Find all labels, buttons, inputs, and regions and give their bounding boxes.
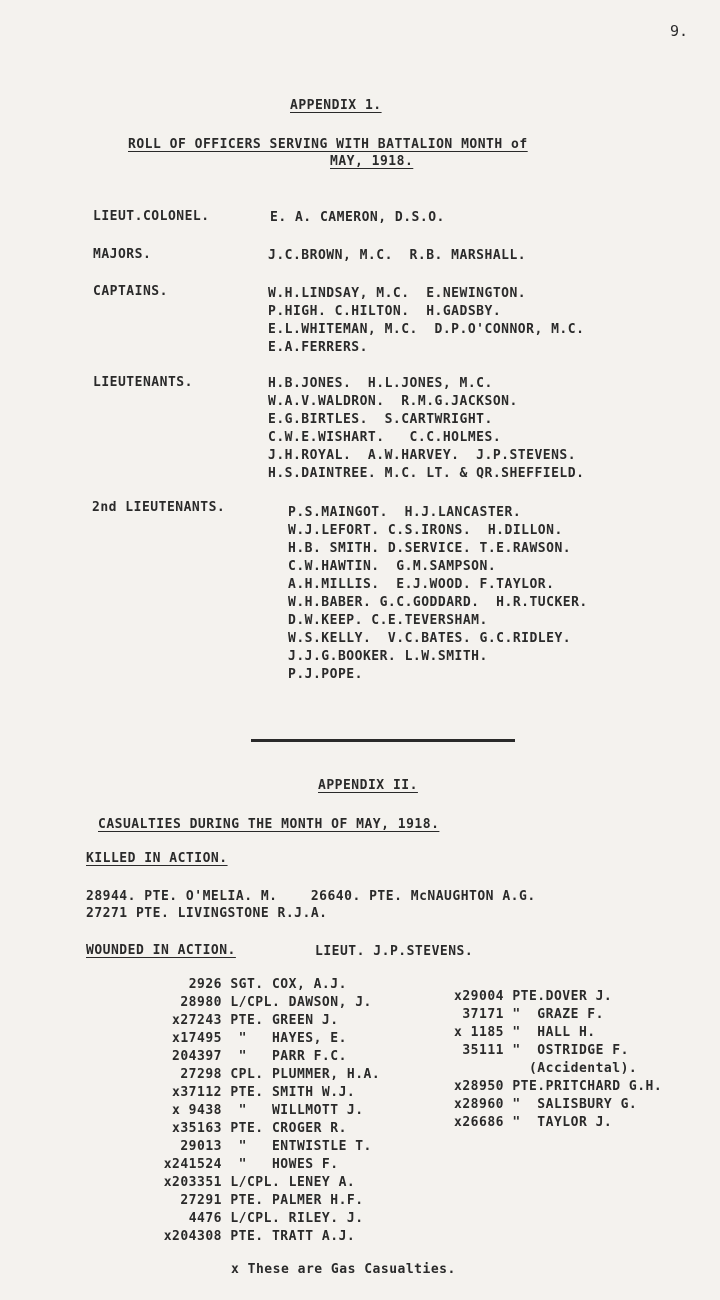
wounded-heading: WOUNDED IN ACTION.: [86, 943, 236, 958]
casualty-row: [140, 1210, 380, 1228]
page-number: 9.: [670, 22, 689, 40]
service-number: x203351: [163, 1175, 222, 1190]
casualty-row: [140, 994, 380, 1012]
casualty-row: [140, 1066, 380, 1084]
service-number: x26686: [454, 1115, 504, 1130]
casualty-entry: PTE.DOVER J.: [504, 989, 613, 1004]
officer-name-line: P.J.POPE.: [288, 667, 363, 682]
casualty-row: [140, 1192, 380, 1210]
casualty-entry: L/CPL. LENEY A.: [222, 1175, 356, 1190]
officer-name-line: E.A.FERRERS.: [268, 340, 368, 355]
casualty-row: [448, 1078, 662, 1096]
casualty-entry: " OSTRIDGE F.: [504, 1043, 629, 1058]
names-2nd-lieutenants: [288, 504, 588, 684]
casualty-entry: PTE. GREEN J.: [222, 1013, 339, 1028]
officer-name-line: C.W.E.WISHART. C.C.HOLMES.: [268, 430, 502, 445]
casualty-entry: " GRAZE F.: [504, 1007, 604, 1022]
casualty-entry: " HAYES, E.: [222, 1031, 347, 1046]
casualty-row: [448, 1060, 662, 1078]
casualty-row: [140, 1012, 380, 1030]
service-number: 27298: [180, 1067, 222, 1082]
officer-name-line: J.C.BROWN, M.C. R.B. MARSHALL.: [268, 248, 527, 263]
officer-name-line: W.H.LINDSAY, M.C. E.NEWINGTON.: [268, 286, 527, 301]
service-number: x 9438: [172, 1103, 222, 1118]
officer-name-line: W.H.BABER. G.C.GODDARD. H.R.TUCKER.: [288, 595, 588, 610]
casualty-row: [448, 988, 662, 1006]
names-lieutenants: [268, 375, 584, 483]
rank-2nd-lieutenants: 2nd LIEUTENANTS.: [92, 500, 226, 515]
service-number: x27243: [172, 1013, 222, 1028]
service-number: 37171: [462, 1007, 504, 1022]
officer-name-line: H.B. SMITH. D.SERVICE. T.E.RAWSON.: [288, 541, 572, 556]
killed-heading: KILLED IN ACTION.: [86, 851, 228, 866]
casualty-entry: " SALISBURY G.: [504, 1097, 638, 1112]
gas-casualties-footnote: x These are Gas Casualties.: [231, 1262, 456, 1277]
casualty-row: [448, 1024, 662, 1042]
casualty-entry: PTE. PALMER H.F.: [222, 1193, 364, 1208]
casualty-row: [140, 1174, 380, 1192]
service-number: x204308: [163, 1229, 222, 1244]
rank-majors: MAJORS.: [93, 247, 152, 262]
service-number: 27291: [180, 1193, 222, 1208]
casualty-entry: " ENTWISTLE T.: [222, 1139, 372, 1154]
casualty-row: [140, 1156, 380, 1174]
casualty-entry: SGT. COX, A.J.: [222, 977, 347, 992]
officer-name-line: D.W.KEEP. C.E.TEVERSHAM.: [288, 613, 488, 628]
casualty-row: [448, 1114, 662, 1132]
officer-name-line: J.J.G.BOOKER. L.W.SMITH.: [288, 649, 488, 664]
casualties-title: CASUALTIES DURING THE MONTH OF MAY, 1918.: [98, 817, 440, 832]
casualty-entry: PTE. SMITH W.J.: [222, 1085, 356, 1100]
officers-title-line2: MAY, 1918.: [330, 154, 414, 169]
service-number: x17495: [172, 1031, 222, 1046]
appendix-2-heading: APPENDIX II.: [318, 778, 418, 793]
wounded-officer: LIEUT. J.P.STEVENS.: [315, 944, 474, 959]
killed-line-2: 27271 PTE. LIVINGSTONE R.J.A.: [86, 906, 328, 921]
casualty-entry: " TAYLOR J.: [504, 1115, 613, 1130]
casualty-row: [448, 1006, 662, 1024]
officer-name-line: H.S.DAINTREE. M.C. LT. & QR.SHEFFIELD.: [268, 466, 585, 481]
officer-name-line: J.H.ROYAL. A.W.HARVEY. J.P.STEVENS.: [268, 448, 577, 463]
service-number: x29004: [454, 989, 504, 1004]
killed-line-1: 28944. PTE. O'MELIA. M. 26640. PTE. McNAUGHTON A.G.: [86, 889, 536, 904]
rank-captains: CAPTAINS.: [93, 284, 168, 299]
officer-name-line: C.W.HAWTIN. G.M.SAMPSON.: [288, 559, 497, 574]
wounded-list-left: [140, 976, 380, 1246]
officer-name-line: A.H.MILLIS. E.J.WOOD. F.TAYLOR.: [288, 577, 555, 592]
casualty-row: [140, 1030, 380, 1048]
officer-name-line: W.A.V.WALDRON. R.M.G.JACKSON.: [268, 394, 518, 409]
casualty-row: [140, 976, 380, 994]
casualty-entry: " HOWES F.: [222, 1157, 339, 1172]
casualty-entry: " WILLMOTT J.: [222, 1103, 364, 1118]
officer-name-line: P.S.MAINGOT. H.J.LANCASTER.: [288, 505, 522, 520]
casualty-entry: PTE.PRITCHARD G.H.: [504, 1079, 663, 1094]
appendix-1-heading: APPENDIX 1.: [290, 98, 382, 113]
names-captains: [268, 285, 584, 357]
service-number: x35163: [172, 1121, 222, 1136]
officer-name-line: W.S.KELLY. V.C.BATES. G.C.RIDLEY.: [288, 631, 572, 646]
casualty-row: [448, 1042, 662, 1060]
officers-title-line1: ROLL OF OFFICERS SERVING WITH BATTALION MONTH of: [128, 137, 528, 152]
service-number: 2926: [188, 977, 222, 992]
section-divider: [251, 739, 515, 742]
casualty-entry: CPL. PLUMMER, H.A.: [222, 1067, 381, 1082]
casualty-entry: PTE. TRATT A.J.: [222, 1229, 356, 1244]
service-number: x28960: [454, 1097, 504, 1112]
service-number: 28980: [180, 995, 222, 1010]
casualty-row: [140, 1048, 380, 1066]
casualty-row: [140, 1102, 380, 1120]
service-number: 35111: [462, 1043, 504, 1058]
service-number: x 1185: [454, 1025, 504, 1040]
casualty-entry: PTE. CROGER R.: [222, 1121, 347, 1136]
service-number: 4476: [188, 1211, 222, 1226]
officer-name-line: W.J.LEFORT. C.S.IRONS. H.DILLON.: [288, 523, 563, 538]
wounded-list-right: [448, 988, 662, 1132]
casualty-entry: L/CPL. RILEY. J.: [222, 1211, 364, 1226]
service-number: 204397: [172, 1049, 222, 1064]
officer-name-line: E. A. CAMERON, D.S.O.: [270, 210, 445, 225]
casualty-row: [140, 1084, 380, 1102]
rank-lieutenants: LIEUTENANTS.: [93, 375, 193, 390]
officer-name-line: E.L.WHITEMAN, M.C. D.P.O'CONNOR, M.C.: [268, 322, 585, 337]
casualty-row: [140, 1138, 380, 1156]
casualty-entry: " PARR F.C.: [222, 1049, 347, 1064]
casualty-row: [140, 1228, 380, 1246]
casualty-entry: (Accidental).: [504, 1061, 638, 1076]
rank-lieut-colonel: LIEUT.COLONEL.: [93, 209, 210, 224]
casualty-row: [140, 1120, 380, 1138]
service-number: 29013: [180, 1139, 222, 1154]
casualty-row: [448, 1096, 662, 1114]
service-number: x28950: [454, 1079, 504, 1094]
names-majors: [268, 247, 526, 265]
service-number: x241524: [163, 1157, 222, 1172]
officer-name-line: E.G.BIRTLES. S.CARTWRIGHT.: [268, 412, 493, 427]
casualty-entry: " HALL H.: [504, 1025, 596, 1040]
casualty-entry: L/CPL. DAWSON, J.: [222, 995, 372, 1010]
officer-name-line: H.B.JONES. H.L.JONES, M.C.: [268, 376, 493, 391]
officer-name-line: P.HIGH. C.HILTON. H.GADSBY.: [268, 304, 502, 319]
names-lieut-colonel: [270, 209, 445, 227]
service-number: x37112: [172, 1085, 222, 1100]
